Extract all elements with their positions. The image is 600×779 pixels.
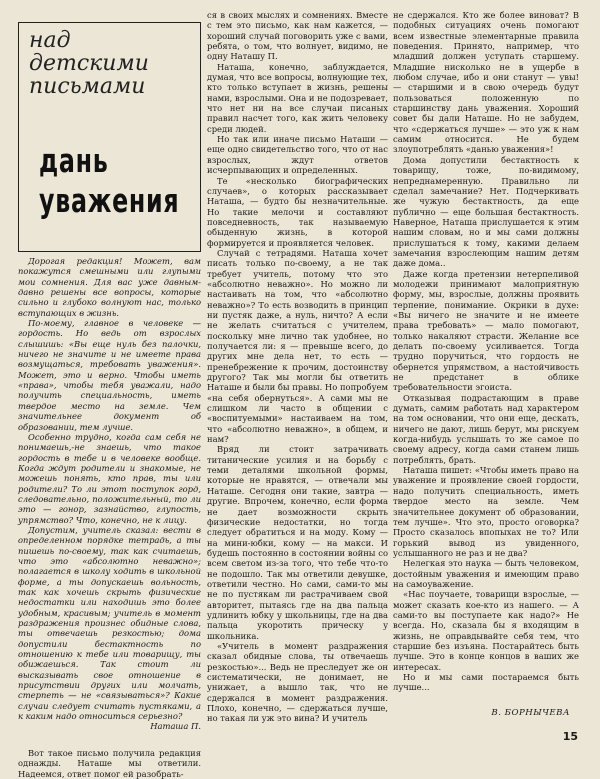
article-paragraph: Но и мы сами постараемся быть лучше... — [393, 672, 579, 693]
article-paragraph: Нелегкая это наука — быть человеком, достойным уважения и имеющим право на самоуважение. — [393, 558, 579, 589]
article-paragraph: Те «несколько биографических случаев», о которых рассказывает Наташа, — будто бы незначительные. Но такие мелочи и составляют повседневность, так называемую обыденную жизнь, в которой формируется и проявляется человек. — [207, 175, 388, 248]
article-paragraph: Наташа, конечно, заблуждается, думая, что все вопросы, волнующие тех, кто только вступает в жизнь, решены нами, взрослыми. Она и не подозревает, что нет ни на все случаи писаных правил насчет того, как жить человеку среди людей. — [207, 61, 388, 134]
article-paragraph: ся в своих мыслях и сомнениях. Вместе с тем это письмо, как нам кажется, — хороший случай поговорить уже с вами, ребята, о том, что волнует, видимо, не одну Наташу П. — [207, 10, 388, 62]
letter-paragraph: Особенно трудно, когда сам себя не понимаешь,-не знаешь, что такое гордость в тебе и в человеке вообще. Когда ждут родители и знакомые, не можешь понять, кто прав, ты или родители? То ли этот поступок горд, следовательно, положительный, то ли это — гонор, зазнайство, глупость, упрямство? Что, конечно, не к лицу. — [18, 431, 201, 525]
article-paragraph: «Нас поучаете, товарищи взрослые, — может сказать кое-кто из нашего. — А сами-то вы поступаете как надо?» Не всегда. Но, сказала бы я входящим в жизнь, не оправдывайте себя тем, что старшие без изъяна. Постарайтесь быть лучше. Это в конце концов в ваших же интересах. — [393, 589, 579, 672]
title-box — [18, 22, 201, 252]
article-paragraph: Но так или иначе письмо Наташи — еще одно свидетельство того, что от нас взрослых, ждут ответов исчерпывающих и определенных. — [207, 134, 388, 176]
rubric-heading: над детскими письмами — [29, 28, 149, 99]
page-number: 15 — [562, 730, 578, 743]
article-title: дань уважения — [39, 141, 180, 220]
article-paragraph: не сдержался. Кто же более виноват? В подобных ситуациях очень помогают всем известные элементарные правила поведения. Принято, например, что младший должен уступать старшему. Младшие нисколько не в ущербе в любом случае, ибо и они станут — увы! — старшими и в свою очередь будут пользоваться положенную по старшинству дань уважения. Хороший совет бы дали Наташе. Но не забудем, что «сдержаться лучше» — это уж к нам самим относится. Не будем злоупотреблять «данью уважения»! — [393, 10, 579, 155]
article-paragraph: Вот такое письмо получила редакция однажды. Наташе мы ответили. Надеемся, ответ помог ей разобрать- — [18, 747, 201, 779]
letter-signature: Наташа П. — [150, 721, 201, 732]
article-paragraph: Наташа пишет: «Чтобы иметь право на уважение и проявление своей гордости, надо получить специальность, иметь твердое место на земле. Чем значительнее документ об образовании, тем лучше». Что это, просто оговорка? Просто сказалось впопыхах не то? Или горький вывод из увиденного, услышанного не раз и не два? — [393, 465, 579, 558]
article-paragraph: Дома допустили бестактность к товарищу, тоже, по-видимому, непреднамеренную. Правильно ли сделал замечание? Нет. Подчеркивать же чужую бестактность, да еще публично — еще большая бестактность. Наверное, Наташа прислушается к этим нашим словам, но и мы сами должны прислушаться к тому, какими делаем замечания взрослеющим нашим детям даже дома.. — [393, 154, 579, 269]
column-2 — [207, 10, 388, 724]
column-1 — [18, 10, 201, 779]
column-3 — [393, 10, 579, 693]
letter-paragraph: Дорогая редакция! Может, вам покажутся смешными или глупыми мои сомнения. Для вас уже давным-давно решены все вопросы, которые сильно и глубоко волнуют нас, только вступающих в жизнь. — [18, 256, 201, 318]
article-paragraph: Вряд ли стоит затрачивать титанические усилия и на борьбу с теми деталями школьной формы, которые не нравятся, — отвечали мы Наташе. Сегодня они такие, завтра — другие. Впрочем, конечно, если форма не дает возможности скрыть физические недостатки, но тогда следует обратиться и на моду. Кому — на мини-юбки, кому — на макси. И будешь постоянно в состоянии войны со всем светом из-за того, что тебе что-то не подошло. Так мы ответили девушке, ответили честно. Но сами, сами-то мы не по пустякам ли растрачиваем свой авторитет, пытаясь где на два пальца удлинить юбку у школьницы, где на два пальца укоротить прическу у школьника. — [207, 444, 388, 641]
letter-paragraph: По-моему, главное в человеке — гордость. Но ведь от взрослых слышишь: «Вы еще нуль без палочки, ничего не значите и не имеете права возмущаться, требовать уважения». Может, это и верно. Чтобы иметь «права», чтобы тебя уважали, надо получить специальность, иметь твердое место на земле. Чем значительнее документ об образовании, тем лучше. — [18, 318, 201, 432]
article-paragraph: Даже когда претензии нетерпеливой молодежи принимают малоприятную форму, мы, взрослые, должны проявить терпение, понимание. Окрики в духе: «Вы ничего не значите и не имеете права требовать» — мало помогают, только накаляют страсти. Желание все делать по-своему усиливается. Тогда трудно поручиться, что гордость не обернется упрямством, а настойчивость не предстанет в облике требовательности эгоиста. — [393, 268, 579, 393]
author-signature: В. БОРНЫЧЕВА — [491, 708, 570, 718]
letter-paragraph: Допустим, учитель сказал: вести в определенном порядке тетрадь, а ты пишешь по-своему, так как считаешь, что это «абсолютно неважно»; полагается в школу ходить в школьной форме, а ты допускаешь вольность, так как хочешь скрыть физические недостатки или находишь это более удобным, красивым; учитель в момент раздражения произнес обидные слова, ты отвечаешь резкостью; дома допустили бестактность по отношению к тебе или товарищу, ты обижаешься. Так стоит ли высказывать свое отношение в присутствии других или молчать, стерпеть — не «связываться»? Какие случаи следует считать пустяками, а к каким надо относиться серьезно? — [18, 524, 201, 722]
article-paragraph: «Учитель в момент раздражения сказал обидные слова, ты отвечаешь резкостью»... Ведь не преследует же он систематически, не донимает, не унижает, а вышло так, что не сдержался в момент раздражения. Плохо, конечно, — сдержаться лучше, но такая ли уж это вина? И учитель — [207, 640, 388, 724]
article-paragraph: Отказывая подрастающим в праве думать, самим работать над характером на том основании, что они еще, дескать, ничего не дают, лишь берут, мы рискуем когда-нибудь услышать то же самое по своему адресу, когда сами станем лишь потреблять, брать. — [393, 392, 579, 465]
article-paragraph: Случай с тетрадями. Наташа хочет писать только по-своему, а не так требует учитель, потому что это «абсолютно неважно». Но можно ли настаивать на том, что «абсолютно неважно»? То есть возводить в принцип ни пустяк даже, а нуль, ничто? А если не желать считаться с учителем, поскольку мне лично так удобнее, но получается ли: я — превыше всего, до других мне дела нет, то есть — пренебрежение к прочим, достоинству другого? Так мы могли бы ответить Наташе и были бы правы. Но попробуем «на себя обернуться». А сами мы не слишком ли часто в общении с «воспитуемыми» настаиваем на том, что «абсолютно неважно», в общем, и нам? — [207, 247, 388, 445]
